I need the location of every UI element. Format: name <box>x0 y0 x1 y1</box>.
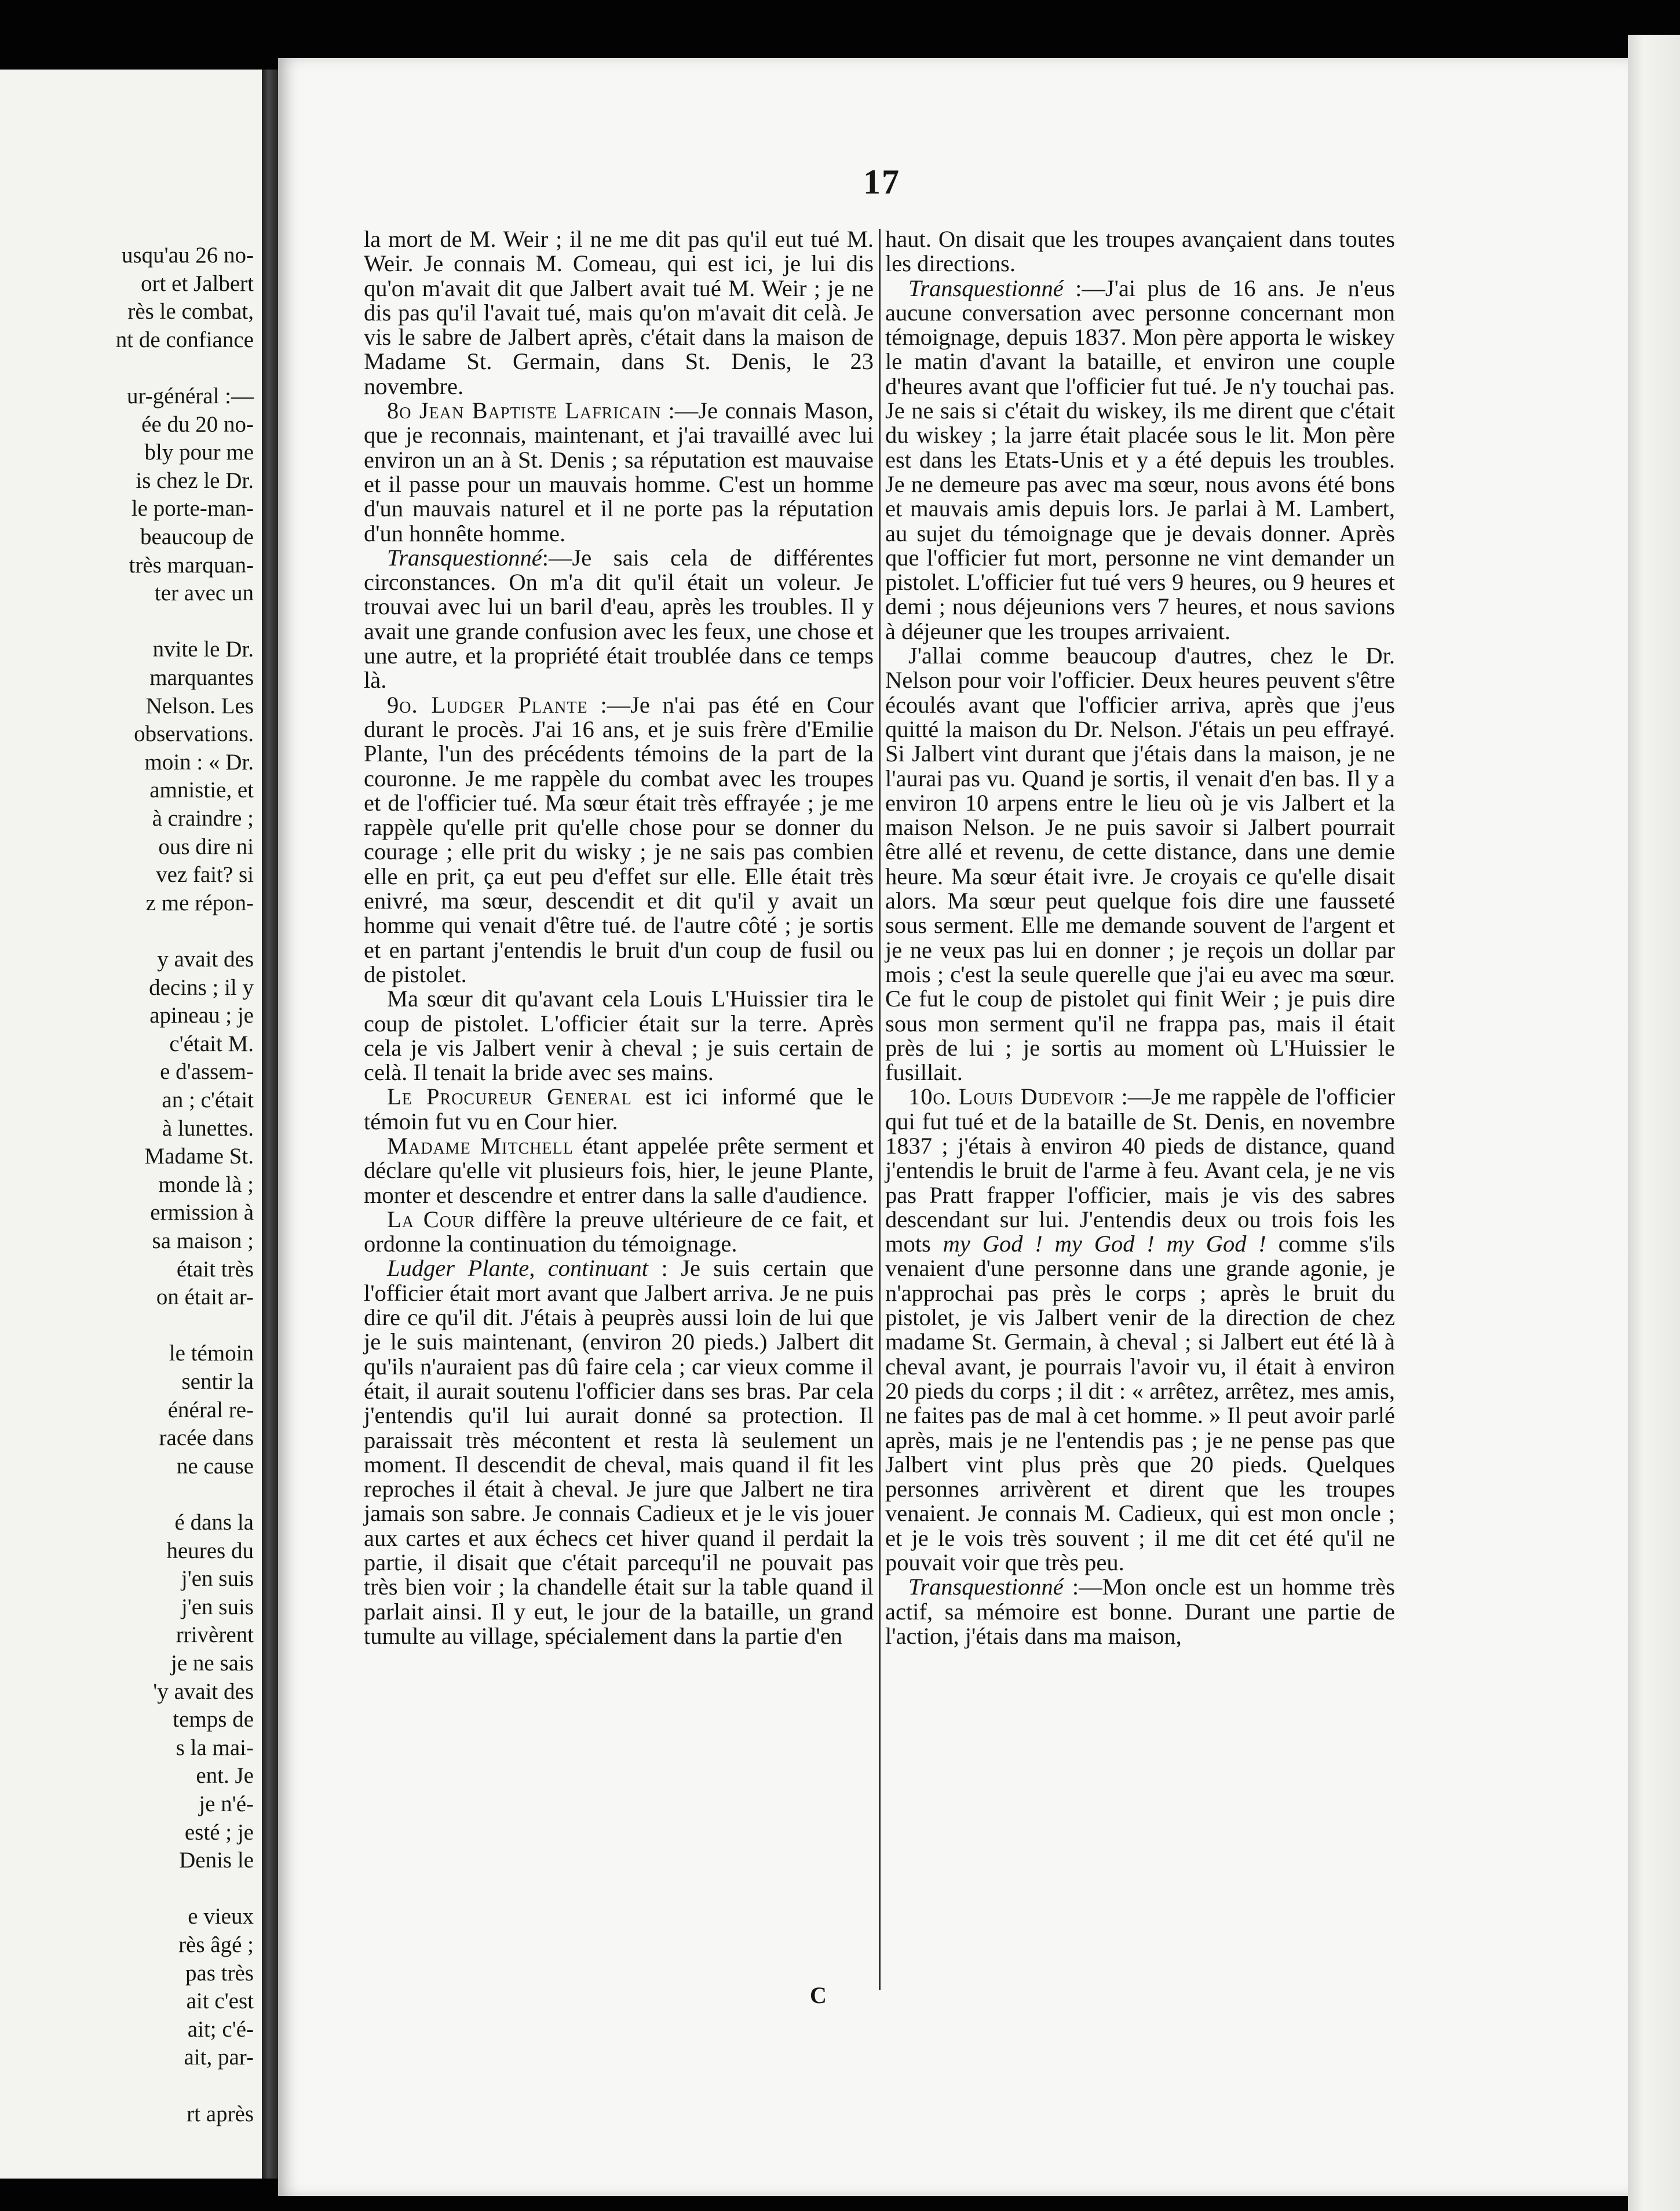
paragraph-text: J'allai comme beaucoup d'autres, chez le Dr. Nelson pour voir l'officier. Deux heures peuvent s'être écoulés avant que l'officier arriva, après que j'eus quitté la maison du Dr. Nelson. J'étais un peu effrayé. Si Jalbert vint durant que j'étais dans la maison, je ne l'aurai pas vu. Quand je sortis, il venait d'en bas. Il y a environ 10 arpens entre le lieu où je vis Jalbert et la maison Nelson. Je ne puis savoir si Jalbert pourrait être allé et revenu, de cette distance, dans une demie heure. Ma sœur était ivre. Je croyais ce qu'elle disait alors. Ma sœur peut quelque fois dire une fausseté sous serment. Elle me demande souvent de l'argent et je ne veux pas lui en donner ; je reçois un dollar par mois ; c'est la seule querelle que j'ai eu avec ma sœur. Ce fut le coup de pistolet qui finit Weir ; je puis dire sous mon serment qu'il ne frappa pas, mais il était près de lui ; je sortis au moment où L'Huissier le fusillait. <box>885 643 1395 1086</box>
text-column-left <box>364 227 874 1648</box>
left-page-fragment: rès le combat, <box>127 299 254 324</box>
paragraph-text: :—J'ai plus de 16 ans. Je n'eus aucune conversation avec personne concernant mon témoignage, depuis 1837. Mon père apporta le wiskey le matin d'avant la bataille, et environ une couple d'heures avant que l'officier fut tué. Je n'y touchai pas. Je ne sais si c'était du wiskey, ils me dirent que c'était du wiskey ; la jarre était placée sous le lit. Mon père est dans les Etats-Unis et y a été depuis les troubles. Je ne demeure pas avec ma sœur, nous avons été bons et mauvais amis depuis lors. Je parlai à M. Lambert, au sujet du témoignage que je devais donner. Après que l'officier fut mort, personne ne vint demander un pistolet. L'officier fut tué vers 9 heures, ou 9 heures et demi ; nous déjeunions vers 7 heures, et nous savions à déjeuner que les troupes arrivaient. <box>885 275 1395 644</box>
left-page-fragment: à craindre ; <box>152 806 254 831</box>
left-page-fragment: esté ; je <box>184 1819 254 1845</box>
left-page-fragment: z me répon- <box>145 890 254 915</box>
paragraph-text: est ici informé que le témoin fut vu en Cour hier. <box>364 1083 874 1134</box>
paragraph <box>885 276 1395 644</box>
left-page-fragment: le témoin <box>169 1341 254 1366</box>
left-page-fragment: ter avec un <box>154 581 254 606</box>
left-page-fragment: ne cause <box>176 1453 254 1479</box>
left-page-fragment: bly pour me <box>144 440 254 465</box>
paragraph <box>364 1134 874 1207</box>
left-page-fragment: ait c'est <box>186 1989 254 2014</box>
left-page-fragment: ent. Je <box>196 1763 254 1789</box>
left-page-fragment: le porte-man- <box>131 496 254 521</box>
speaker-name: La Cour <box>387 1206 476 1232</box>
previous-page-strip <box>0 70 265 2179</box>
left-page-fragment: Denis le <box>179 1848 254 1873</box>
cross-examination-label: Transquestionné <box>387 544 542 571</box>
speaker-name: Madame Mitchell <box>387 1132 574 1159</box>
paragraph-text: la mort de M. Weir ; il ne me dit pas qu'il eut tué M. Weir. Je connais M. Comeau, qui est ici, je lui dis qu'on m'avait dit que Jalbert avait tué M. Weir ; je ne dis pas qu'il l'avait tué, mais qu'on m'avait dit celà. Je vis le sabre de Jalbert après, c'était dans la maison de Madame St. Germain, dans St. Denis, le 23 novembre. <box>364 226 874 399</box>
left-page-fragment: ur-général :— <box>126 384 254 408</box>
paragraph <box>364 227 874 399</box>
left-page-fragment: j'en suis <box>181 1594 254 1619</box>
paragraph-text: comme s'ils venaient d'une personne dans une grande agonie, je n'approchai pas près le corps ; après le bruit du pistolet, je vis Jalbert venir de la direction de chez madame St. Germain, à cheval ; si Jalbert eut été là à cheval avant, je pourrais l'avoir vu, il était à environ 20 pieds du corps ; il dit : « arrêtez, arrêtez, mes amis, ne faites pas de mal à cet homme. » Il peut avoir parlé après, mais je ne l'entendis pas ; je ne pense pas que Jalbert vint plus près que 20 pieds. Quelques personnes arrivèrent et dirent que les troupes venaient. Je connais M. Cadieux, qui est mon oncle ; et je le vois très souvent ; il me dit cet été qu'il ne pouvait voir que très peu. <box>885 1231 1396 1576</box>
paragraph <box>364 546 874 693</box>
left-page-fragment: à lunettes. <box>162 1115 254 1141</box>
left-page-fragment: e vieux <box>188 1904 254 1929</box>
left-page-fragment: s la mai- <box>176 1735 254 1760</box>
left-page-fragment: heures du <box>166 1538 254 1563</box>
paragraph-text: étant appelée prête serment et déclare qu'elle vit plusieurs fois, hier, le jeune Plante, monter et descendre et entrer dans la salle d'audience. <box>364 1132 874 1208</box>
left-page-fragment: racée dans <box>159 1425 254 1451</box>
speaker-name: 8o Jean Baptiste Lafricain <box>387 397 662 424</box>
left-page-fragment: énéral re- <box>167 1397 254 1422</box>
left-page-fragment: vez fait? si <box>156 862 254 888</box>
left-page-fragment: je n'é- <box>199 1792 254 1816</box>
paragraph-text: : Je suis certain que l'officier était mort avant que Jalbert arriva. Je ne puis dire ce qu'il dit. J'étais à peuprès aussi loin de lui que je le suis maintenant, (environ 20 pieds.) Jalbert dit qu'ils n'auraient pas dû faire cela ; car vieux comme il était, il aurait soutenu l'officier dans ses bras. Par cela j'entendis qu'il lui aurait donné sa protection. Il paraissait très mécontent et resta là seulement un moment. Il descendit de cheval, mais quand il fit les reproches il était à cheval. Je jure que Jalbert ne tira jamais son sabre. Je connais Cadieux et je le vis jouer aux cartes et aux échecs cet hiver quand il perdait la partie, il disait que c'était parcequ'il ne pouvait pas très bien voir ; la chandelle était sur la table quand il parlait ainsi. Il y eut, le jour de la bataille, un grand tumulte au village, spécialement dans la partie d'en <box>364 1255 874 1649</box>
left-page-fragment: pas très <box>185 1960 254 1986</box>
left-page-fragment: sentir la <box>181 1369 254 1394</box>
left-page-fragment: y avait des <box>157 947 254 972</box>
paragraph <box>364 1085 874 1134</box>
paragraph-text: :—Je n'ai pas été en Cour durant le procès. J'ai 16 ans, et je suis frère d'Emilie Plante, l'un des précédents témoins de la part de la couronne. Je me rappèle du combat avec les troupes et de l'officier tué. Ma sœur était très effrayée ; je me rappèle qu'elle prit qu'elle chose pour se donner du courage ; elle prit du wisky ; je ne sais pas combien elle en prit, ça eut peu d'effet sur elle. Elle était très enivré, ma sœur, descendit et dit qu'il y avait un homme qui venait d'être tué. de l'autre côté ; je sortis et en partant j'entendis le bruit d'un coup de fusil ou de pistolet. <box>364 691 874 987</box>
left-page-fragment: 'y avait des <box>153 1679 254 1704</box>
left-page-fragment: beaucoup de <box>140 524 254 549</box>
paragraph-text: :—Je connais Mason, que je reconnais, maintenant, et j'ai travaillé avec lui environ un an à St. Denis ; sa réputation est mauvaise et il passe pour un mauvais homme. C'est un homme d'un mauvais naturel et il ne porte pas la réputation d'un honnête homme. <box>364 397 874 546</box>
page-edge <box>1628 35 1680 2211</box>
left-page-fragment: observations. <box>134 721 254 747</box>
paragraph-text: :—Je me rappèle de l'officier qui fut tué et de la bataille de St. Denis, en novembre 1837 ; j'étais à environ 40 pieds de distance, quand j'entendis le bruit de l'arme à feu. Avant cela, je ne vis pas Pratt frapper l'officier, mais je vis des sabres descendant sur lui. J'entendis deux ou trois fois les mots <box>885 1083 1395 1257</box>
speaker-name: 10o. Louis Dudevoir <box>908 1083 1115 1110</box>
left-page-fragment: Nelson. Les <box>145 693 254 718</box>
column-divider <box>879 229 881 1990</box>
left-page-fragment: ait, par- <box>184 2045 254 2070</box>
left-page-fragment: is chez le Dr. <box>136 468 254 493</box>
text-column-right <box>885 227 1395 1648</box>
paragraph <box>364 1207 874 1257</box>
left-page-fragment: on était ar- <box>156 1285 254 1310</box>
left-page-fragment: c'était M. <box>169 1031 254 1056</box>
left-page-fragment: nvite le Dr. <box>152 637 254 662</box>
speaker-name: Le Procureur General <box>387 1083 632 1110</box>
left-page-fragment: usqu'au 26 no- <box>121 243 254 268</box>
book-gutter <box>262 70 278 2179</box>
left-page-fragment: ait; c'é- <box>187 2016 254 2042</box>
cross-examination-label: Transquestionné <box>908 275 1064 301</box>
left-page-fragment: rès âgé ; <box>178 1932 254 1957</box>
left-page-fragment: ermission à <box>150 1200 254 1225</box>
paragraph <box>364 399 874 546</box>
left-page-fragment: decins ; il y <box>149 975 254 1000</box>
left-page-fragment: ée du 20 no- <box>141 411 254 437</box>
left-page-fragment: sa maison ; <box>152 1228 254 1253</box>
left-page-fragment: temps de <box>173 1707 254 1732</box>
paragraph-text: :—Mon oncle est un homme très actif, sa mémoire est bonne. Durant une partie de l'action, j'étais dans ma maison, <box>885 1574 1395 1649</box>
cross-examination-label: Transquestionné <box>908 1574 1064 1600</box>
left-page-fragment: marquantes <box>149 665 254 690</box>
left-page-fragment: très marquan- <box>129 552 254 578</box>
left-page-fragment: ort et Jalbert <box>141 271 254 296</box>
paragraph <box>885 1085 1395 1575</box>
paragraph <box>364 987 874 1085</box>
paragraph <box>364 693 874 987</box>
left-page-fragment: rt après <box>187 2101 254 2126</box>
paragraph <box>885 1575 1395 1648</box>
left-page-fragment: je ne sais <box>171 1651 254 1676</box>
paragraph-text: diffère la preuve ultérieure de ce fait, et ordonne la continuation du témoignage. <box>364 1206 874 1257</box>
signature-mark: C <box>810 1982 827 2008</box>
left-page-fragment: ous dire ni <box>158 834 254 859</box>
left-page-fragment: était très <box>176 1256 254 1282</box>
left-page-fragment: apineau ; je <box>149 1003 254 1028</box>
left-page-fragment: e d'assem- <box>160 1059 254 1085</box>
paragraph <box>885 644 1395 1085</box>
cross-examination-label: Ludger Plante, continuant <box>387 1255 649 1282</box>
page-number: 17 <box>863 163 900 201</box>
left-page-fragment: moin : « Dr. <box>144 749 254 775</box>
left-page-fragment: an ; c'était <box>162 1088 254 1112</box>
paragraph <box>364 1256 874 1648</box>
quoted-english: my God ! my God ! my God ! <box>943 1231 1266 1257</box>
paragraph-text: :—Je sais cela de différentes circonstances. On m'a dit qu'il était un voleur. Je trouvai avec lui un baril d'eau, après les troubles. Il y avait une grande confusion avec les feux, une chose et une autre, et la propriété était troublée dans ce temps là. <box>364 544 874 694</box>
left-page-fragment: j'en suis <box>181 1566 254 1592</box>
left-page-fragment: monde là ; <box>158 1172 254 1197</box>
paragraph <box>885 227 1395 276</box>
paragraph-text: Ma sœur dit qu'avant cela Louis L'Huissier tira le coup de pistolet. L'officier était sur la terre. Après cela je vis Jalbert venir à cheval ; je suis certain de celà. Il tenait la bride avec ses mains. <box>364 986 874 1086</box>
left-page-fragment: amnistie, et <box>149 778 254 803</box>
left-page-fragment: rrivèrent <box>176 1622 254 1648</box>
left-page-fragment: nt de confiance <box>115 327 254 352</box>
paragraph-text: haut. On disait que les troupes avançaient dans toutes les directions. <box>885 226 1395 277</box>
speaker-name: 9o. Ludger Plante <box>387 691 588 718</box>
left-page-fragment: Madame St. <box>144 1144 254 1169</box>
left-page-fragment: é dans la <box>174 1510 254 1535</box>
